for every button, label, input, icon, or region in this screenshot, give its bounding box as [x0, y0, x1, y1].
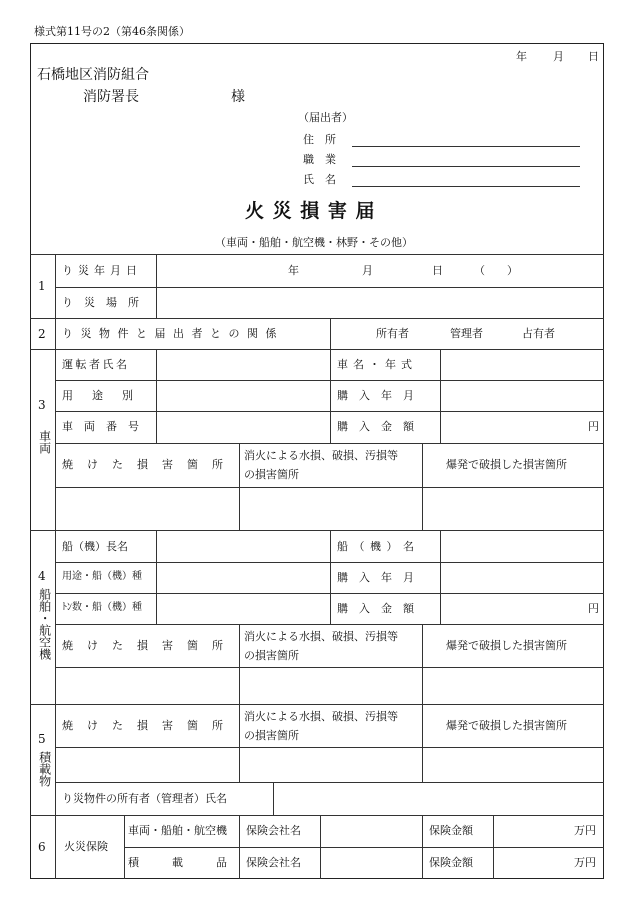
occupation-line[interactable] — [352, 166, 580, 167]
section-number: 2 — [38, 327, 46, 341]
owner-name-label: り災物件の所有者（管理者）氏名 — [62, 792, 227, 805]
water-damage-label-2: の損害箇所 — [244, 649, 299, 662]
recipient-org: 石橋地区消防組合 — [37, 67, 149, 83]
rule — [55, 782, 604, 783]
water-damage-label-1: 消火による水損、破損、汚損等 — [244, 630, 398, 643]
relationship-occupant[interactable]: 占有者 — [522, 327, 555, 340]
rule — [30, 254, 604, 255]
name-line[interactable] — [352, 186, 580, 187]
car-number-label: 車両番号 — [62, 420, 150, 433]
rule — [55, 254, 56, 879]
rule — [55, 667, 604, 668]
rule — [422, 704, 423, 782]
section-number: 1 — [38, 279, 46, 293]
rule — [30, 318, 604, 319]
purchase-amount-label: 購入金額 — [337, 602, 425, 615]
man-yen-unit: 万円 — [574, 856, 596, 869]
fire-date-month[interactable]: 月 — [362, 264, 373, 277]
rule — [440, 349, 441, 443]
water-damage-label-2: の損害箇所 — [244, 468, 299, 481]
relationship-label: り災物件と届出者との関係 — [62, 327, 284, 340]
rule — [124, 815, 125, 879]
rule — [330, 318, 331, 349]
water-damage-label-1: 消火による水損、破損、汚損等 — [244, 449, 398, 462]
rule — [30, 704, 604, 705]
applicant-occupation-label: 職 業 — [303, 153, 336, 166]
tonnage-label: ﾄﾝ数・船（機）種 — [62, 602, 142, 613]
recipient-honorific: 様 — [231, 89, 245, 105]
rule — [239, 704, 240, 782]
rule — [55, 487, 604, 488]
rule — [239, 815, 240, 879]
rule — [156, 349, 157, 443]
car-name-label: 車名・年式 — [337, 358, 417, 371]
explosion-damage-label: 爆発で破損した損害箇所 — [446, 458, 567, 471]
usage-label: 用 途 別 — [62, 389, 137, 402]
date-year: 年 — [516, 50, 527, 63]
rule — [422, 815, 423, 879]
section-number: 3 — [38, 398, 46, 412]
insurance-company-label: 保険会社名 — [246, 824, 301, 837]
rule — [55, 624, 604, 625]
insurance-row-cargo: 積 載 品 — [128, 856, 238, 869]
rule — [422, 624, 423, 704]
form-subtitle: （車両・船舶・航空機・林野・その他） — [215, 236, 413, 249]
insurance-company-label: 保険会社名 — [246, 856, 301, 869]
fire-date-day[interactable]: 日 — [432, 264, 443, 277]
rule — [320, 815, 321, 879]
rule — [239, 624, 240, 704]
fire-insurance-label: 火災保険 — [64, 840, 108, 853]
rule — [330, 349, 331, 443]
yen-unit: 円 — [588, 602, 599, 615]
rule — [156, 530, 157, 624]
insurance-row-vehicle: 車両・船舶・航空機 — [128, 824, 227, 837]
rule — [124, 847, 604, 848]
section-side-label: 船舶・航空機 — [37, 588, 52, 660]
recipient-title: 消防署長 — [83, 89, 139, 105]
relationship-owner[interactable]: 所有者 — [376, 327, 409, 340]
explosion-damage-label: 爆発で破損した損害箇所 — [446, 719, 567, 732]
man-yen-unit: 万円 — [574, 824, 596, 837]
fire-place-label: り 災 場 所 — [62, 296, 139, 309]
purchase-date-label: 購入年月 — [337, 389, 425, 402]
rule — [30, 815, 604, 816]
fire-date-year[interactable]: 年 — [288, 264, 299, 277]
vessel-name-label: 船（機）名 — [337, 540, 420, 553]
purchase-amount-label: 購入金額 — [337, 420, 425, 433]
rule — [273, 782, 274, 815]
section-number: 5 — [38, 732, 46, 746]
rule — [422, 443, 423, 530]
applicant-name-label: 氏 名 — [303, 173, 336, 186]
rule — [55, 443, 604, 444]
rule — [30, 530, 604, 531]
burned-damage-label: 焼けた損害箇所 — [62, 719, 237, 732]
date-day: 日 — [588, 50, 599, 63]
burned-damage-label: 焼けた損害箇所 — [62, 458, 237, 471]
fire-date-label: り災年月日 — [62, 264, 142, 277]
yen-unit: 円 — [588, 420, 599, 433]
address-line[interactable] — [352, 146, 580, 147]
vessel-usage-label: 用途・船（機）種 — [62, 571, 142, 582]
insurance-amount-label: 保険金額 — [429, 824, 473, 837]
purchase-date-label: 購入年月 — [337, 571, 425, 584]
applicant-label: （届出者） — [298, 111, 353, 124]
burned-damage-label: 焼けた損害箇所 — [62, 639, 237, 652]
date-month: 月 — [553, 50, 564, 63]
section-number: 6 — [38, 840, 46, 854]
rule — [55, 747, 604, 748]
rule — [55, 287, 604, 288]
captain-name-label: 船（機）長名 — [62, 540, 128, 553]
section-side-label: 積載物 — [37, 751, 52, 787]
rule — [239, 443, 240, 530]
form-title: 火 災 損 害 届 — [245, 200, 376, 222]
rule — [440, 530, 441, 624]
rule — [30, 349, 604, 350]
insurance-amount-label: 保険金額 — [429, 856, 473, 869]
driver-name-label: 運転者氏名 — [62, 358, 130, 371]
section-number: 4 — [38, 569, 46, 583]
section-side-label: 車両 — [37, 430, 52, 454]
rule — [330, 530, 331, 624]
fire-date-weekday[interactable]: （ ） — [474, 264, 518, 277]
explosion-damage-label: 爆発で破損した損害箇所 — [446, 639, 567, 652]
relationship-manager[interactable]: 管理者 — [450, 327, 483, 340]
applicant-address-label: 住 所 — [303, 133, 336, 146]
water-damage-label-1: 消火による水損、破損、汚損等 — [244, 710, 398, 723]
rule — [156, 254, 157, 318]
form-number: 様式第11号の2（第46条関係） — [34, 25, 190, 38]
water-damage-label-2: の損害箇所 — [244, 729, 299, 742]
rule — [493, 815, 494, 879]
